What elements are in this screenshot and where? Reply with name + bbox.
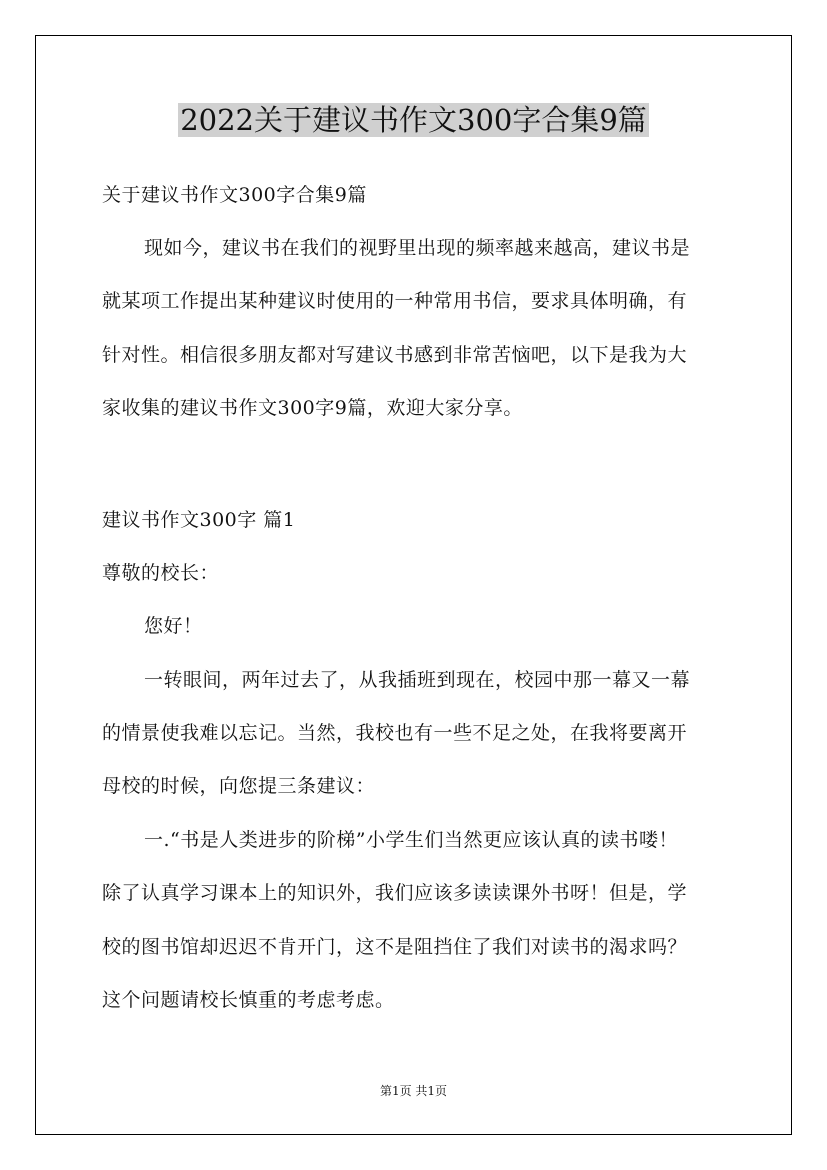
section-heading: 建议书作文300字 篇1: [102, 509, 296, 531]
intro-line-4: 家收集的建议书作文300字9篇，欢迎大家分享。: [102, 397, 523, 419]
paragraph1-line-1: 一转眼间，两年过去了，从我插班到现在，校园中那一幕又一幕: [144, 669, 691, 691]
greeting: 您好！: [144, 615, 203, 637]
document-title-text: 2022关于建议书作文300字合集9篇: [180, 103, 647, 137]
intro-line-3: 针对性。相信很多朋友都对写建议书感到非常苦恼吧，以下是我为大: [102, 344, 688, 366]
intro-line-1: 现如今，建议书在我们的视野里出现的频率越来越高，建议书是: [144, 237, 691, 259]
paragraph2-line-2: 除了认真学习课本上的知识外，我们应该多读读课外书呀！但是，学: [102, 882, 688, 904]
paragraph2-line-1: 一.“书是人类进步的阶梯”小学生们当然更应该认真的读书喽！: [144, 829, 678, 851]
intro-line-2: 就某项工作提出某种建议时使用的一种常用书信，要求具体明确，有: [102, 290, 688, 312]
document-subtitle: 关于建议书作文300字合集9篇: [102, 184, 367, 206]
paragraph2-line-4: 这个问题请校长慎重的考虑考虑。: [102, 989, 395, 1011]
page-footer: 第1页 共1页: [379, 1084, 448, 1098]
paragraph1-line-2: 的情景使我难以忘记。当然，我校也有一些不足之处，在我将要离开: [102, 722, 688, 744]
paragraph1-line-3: 母校的时候，向您提三条建议：: [102, 775, 376, 797]
document-title: [0, 98, 827, 142]
paragraph2-line-3: 校的图书馆却迟迟不肯开门，这不是阻挡住了我们对读书的渴求吗？: [102, 936, 688, 958]
salutation: 尊敬的校长：: [102, 562, 220, 584]
